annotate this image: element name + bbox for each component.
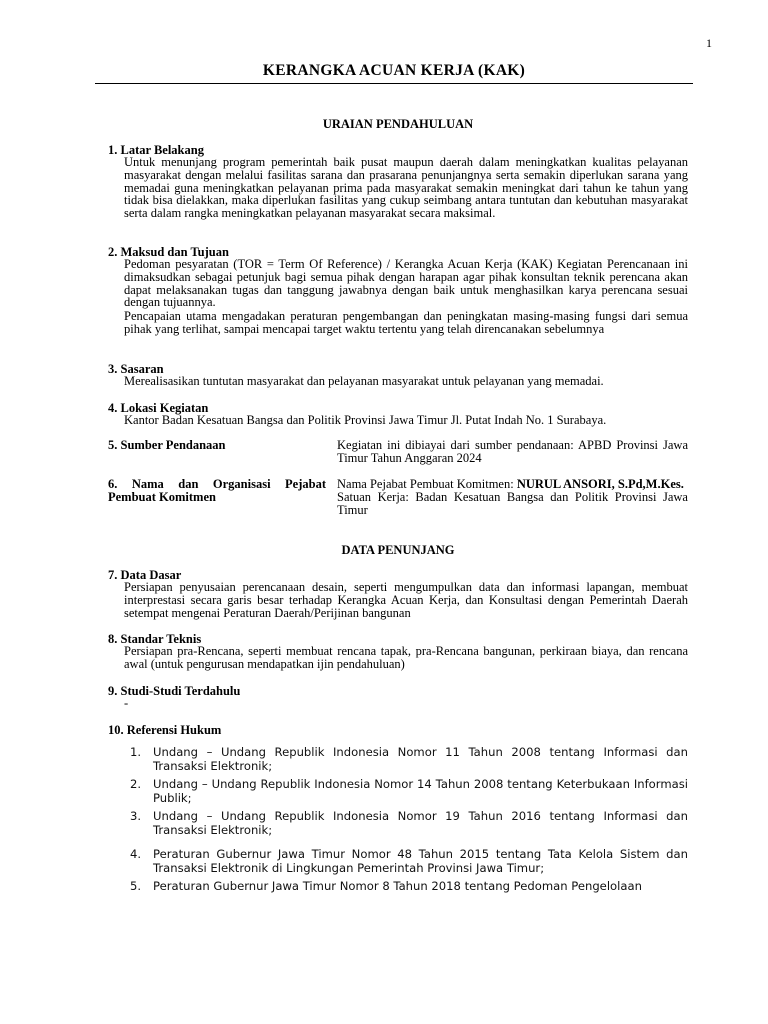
list-item-text: Peraturan Gubernur Jawa Timur Nomor 8 Tahun 2018 tentang Pedoman Pengelolaan [153, 879, 642, 893]
list-item-number: 2. [130, 777, 142, 791]
referensi-hukum-list [124, 745, 688, 893]
text-standar-teknis: Persiapan pra-Rencana, seperti membuat rencana tapak, pra-Rencana bangunan, perkiraan biaya, dan rencana awal (untuk pengurusan mendapatkan ijin pendahuluan) [124, 644, 688, 671]
list-item-text: Undang – Undang Republik Indonesia Nomor 14 Tahun 2008 tentang Keterbukaan Informasi Publik; [153, 777, 688, 805]
text-sasaran: Merealisasikan tuntutan masyarakat dan pelayanan masyarakat untuk pelayanan yang memadai. [124, 374, 604, 388]
list-item-text: Undang – Undang Republik Indonesia Nomor 11 Tahun 2008 tentang Informasi dan Transaksi Elektronik; [153, 745, 688, 773]
list-item-number: 3. [130, 809, 142, 823]
text-maksud-tujuan-1: Pedoman pesyaratan (TOR = Term Of Reference) / Kerangka Acuan Kerja (KAK) Kegiatan Perencanaan ini dimaksudkan sebagai petunjuk bagi semua pihak dengan harapan agar pihak konsultan teknik perencana akan dapat melaksanakan tugas dan tanggung jawabnya dengan baik untuk menghasilkan karya perencana sesuai dengan tujuannya. [124, 257, 688, 310]
pejabat-name-label: Nama Pejabat Pembuat Komitmen: [337, 477, 514, 491]
page-number: 1 [706, 36, 712, 50]
heading-referensi-hukum: 10. Referensi Hukum [108, 723, 222, 737]
pejabat-unit: Satuan Kerja: Badan Kesatuan Bangsa dan Politik Provinsi Jawa Timur [337, 490, 688, 517]
list-item-number: 4. [130, 847, 142, 861]
list-item [124, 777, 688, 805]
text-lokasi-kegiatan: Kantor Badan Kesatuan Bangsa dan Politik Provinsi Jawa Timur Jl. Putat Indah No. 1 Surabaya. [124, 413, 607, 427]
heading-pejabat-pembuat-komitmen: 6. Nama dan Organisasi Pejabat Pembuat Komitmen [108, 477, 326, 504]
list-item-number: 5. [130, 879, 142, 893]
pejabat-details [337, 478, 688, 517]
list-item [124, 745, 688, 773]
list-item [124, 847, 688, 875]
document-title: KERANGKA ACUAN KERJA (KAK) [262, 62, 526, 79]
heading-studi-terdahulu: 9. Studi-Studi Terdahulu [108, 684, 241, 698]
list-item-number: 1. [130, 745, 142, 759]
pejabat-name-value: NURUL ANSORI, S.Pd,M.Kes. [516, 477, 684, 491]
text-data-dasar: Persiapan penyusaian perencanaan desain, seperti mengumpulkan data dan informasi lapangan, membuat interprestasi secara garis besar terhadap Kerangka Acuan Kerja, dan Konsultasi dengan Pemerintah Daerah setempat mengenai Peraturan Daerah/Perijinan bangunan [124, 580, 688, 620]
heading-data-dasar: 7. Data Dasar [108, 568, 182, 582]
heading-sasaran: 3. Sasaran [108, 362, 164, 376]
text-sumber-pendanaan: Kegiatan ini dibiayai dari sumber pendanaan: APBD Provinsi Jawa Timur Tahun Anggaran 2024 [337, 438, 688, 465]
heading-standar-teknis: 8. Standar Teknis [108, 632, 202, 646]
list-item-text: Undang – Undang Republik Indonesia Nomor 19 Tahun 2016 tentang Informasi dan Transaksi Elektronik; [153, 809, 688, 837]
list-item-text: Peraturan Gubernur Jawa Timur Nomor 48 Tahun 2015 tentang Tata Kelola Sistem dan Transaksi Elektronik di Lingkungan Pemerintah Provinsi Jawa Timur; [153, 847, 688, 875]
list-item [124, 879, 688, 893]
text-studi-terdahulu: - [124, 696, 129, 710]
section-heading-data-penunjang: DATA PENUNJANG [341, 543, 455, 557]
text-latar-belakang: Untuk menunjang program pemerintah baik pusat maupun daerah dalam meningkatkan kualitas pelayanan masyarakat dengan melalui fasilitas sarana dan prasarana penunjangnya serta semakin diperlukan sarana yang memadai guna meningkatkan pelayanan prima pada masyarakat semakin meningkat dari tahun ke tahun yang tidak bisa dielakkan, maka diperlukan fasilitas yang cukup seimbang antara tuntutan dan kebutuhan masyarakat serta dalam rangka meningkatkan pelayanan masyarakat secara maksimal. [124, 155, 688, 221]
heading-sumber-pendanaan: 5. Sumber Pendanaan [108, 438, 226, 452]
section-heading-intro: URAIAN PENDAHULUAN [322, 117, 474, 131]
title-divider [95, 83, 693, 84]
text-maksud-tujuan-2: Pencapaian utama mengadakan peraturan pengembangan dan peningkatan masing-masing fungsi dari semua pihak yang terlihat, sampai mencapai target waktu tertentu yang telah direncanakan sebelumnya [124, 309, 688, 336]
heading-latar-belakang: 1. Latar Belakang [108, 143, 204, 157]
heading-lokasi-kegiatan: 4. Lokasi Kegiatan [108, 401, 209, 415]
heading-maksud-tujuan: 2. Maksud dan Tujuan [108, 245, 229, 259]
list-item [124, 809, 688, 837]
